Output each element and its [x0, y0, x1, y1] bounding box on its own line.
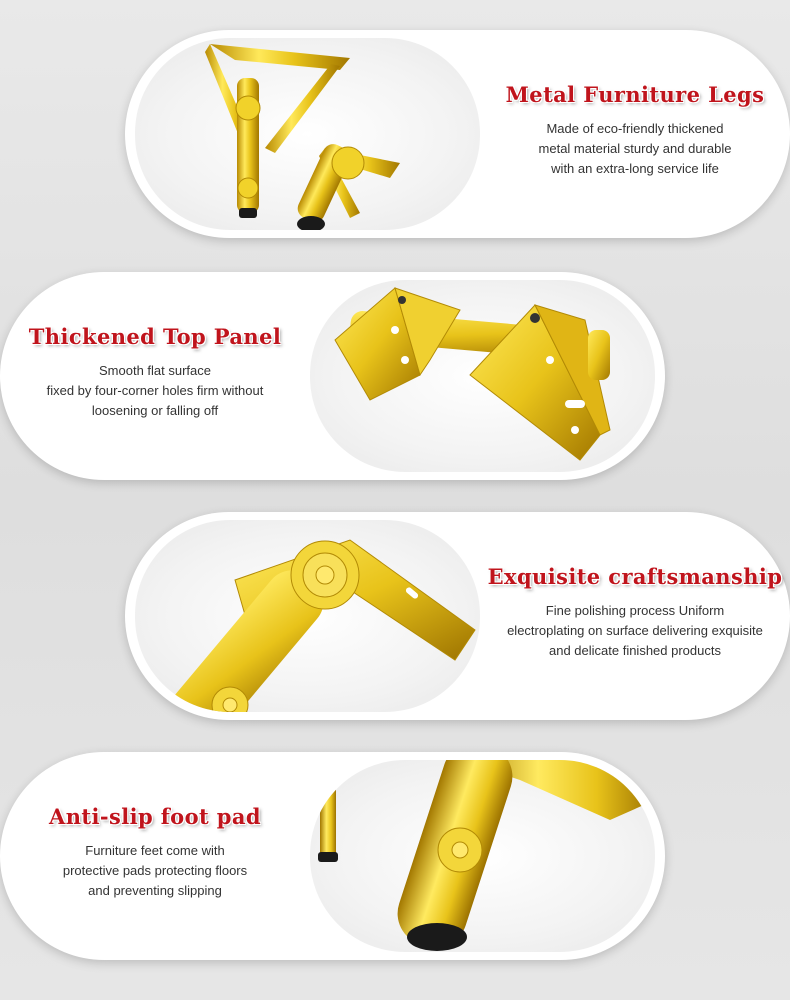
feature-card-metal-legs	[0, 30, 790, 240]
feature-title: Anti-slip foot pad	[49, 804, 261, 829]
description-line: Furniture feet come with	[85, 843, 225, 858]
description-line: Smooth flat surface	[99, 363, 211, 378]
flower-ornament-closeup-image	[135, 520, 480, 712]
foot-pad-closeup-image	[310, 760, 655, 952]
feature-text	[0, 324, 310, 421]
feature-text	[480, 82, 790, 179]
feature-title: Exquisite craftsmanship	[487, 564, 783, 589]
description-line: electroplating on surface delivering exquisite	[507, 623, 763, 638]
feature-card-craftsmanship	[0, 512, 790, 722]
feature-text	[0, 804, 310, 901]
feature-card-top-panel	[0, 272, 790, 482]
description-line: and delicate finished products	[548, 643, 721, 658]
feature-description	[480, 119, 790, 179]
top-panel-brackets-image	[310, 280, 655, 472]
description-line: metal material sturdy and durable	[538, 141, 732, 156]
description-line: and preventing slipping	[88, 883, 222, 898]
feature-title: Metal Furniture Legs	[505, 82, 765, 107]
description-line: loosening or falling off	[91, 403, 219, 418]
description-line: fixed by four-corner holes firm without	[46, 383, 264, 398]
description-line: with an extra-long service life	[551, 161, 719, 176]
description-line: Fine polishing process Uniform	[545, 603, 725, 618]
feature-card-foot-pad	[0, 752, 790, 962]
feature-description	[0, 361, 310, 421]
feature-description	[480, 601, 790, 661]
feature-description	[0, 841, 310, 901]
description-line: Made of eco-friendly thickened	[546, 121, 724, 136]
feature-text	[480, 564, 790, 661]
description-line: protective pads protecting floors	[62, 863, 248, 878]
feature-title: Thickened Top Panel	[28, 324, 282, 349]
gold-furniture-legs-image	[135, 38, 480, 230]
